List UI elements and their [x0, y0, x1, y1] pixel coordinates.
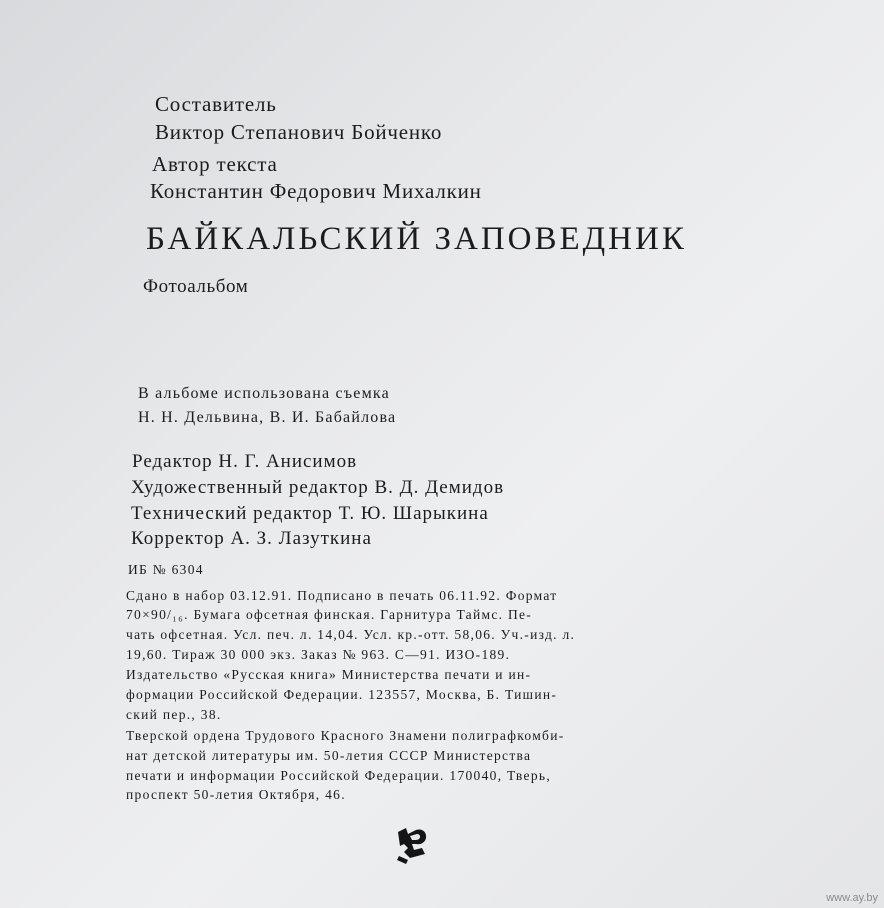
imprint-line: печати и информации Российской Федерации. 170040, Тверь,: [126, 768, 551, 783]
publisher-emblem-icon: [392, 822, 432, 866]
imprint-line: чать офсетная. Усл. печ. л. 14,04. Усл. кр.-отт. 58,06. Уч.-изд. л.: [126, 627, 576, 642]
watermark-text: www.ay.by: [826, 892, 878, 904]
book-title: БАЙКАЛЬСКИЙ ЗАПОВЕДНИК: [146, 221, 687, 257]
imprint-line: 70×90/₁₆. Бумага офсетная финская. Гарнитура Таймс. Пе-: [126, 607, 533, 622]
book-subtitle: Фотоальбом: [143, 276, 249, 297]
art-editor-credit: Художественный редактор В. Д. Демидов: [131, 477, 505, 498]
imprint-line: ский пер., 38.: [126, 707, 222, 722]
photography-credit-line-2: Н. Н. Дельвина, В. И. Бабайлова: [138, 409, 397, 426]
imprint-line: Издательство «Русская книга» Министерства печати и ин-: [126, 667, 532, 682]
compiler-label: Составитель: [155, 92, 277, 116]
imprint-line: 19,60. Тираж 30 000 экз. Заказ № 963. С—91. ИЗО-189.: [126, 647, 511, 662]
imprint-line: Тверской ордена Трудового Красного Знамени полиграфкомби-: [126, 728, 565, 743]
author-name: Константин Федорович Михалкин: [150, 179, 482, 203]
technical-editor-credit: Технический редактор Т. Ю. Шарыкина: [131, 503, 489, 524]
photography-credit-line-1: В альбоме использована съемка: [138, 385, 390, 402]
imprint-line: Сдано в набор 03.12.91. Подписано в печать 06.11.92. Формат: [126, 588, 558, 603]
editor-credit: Редактор Н. Г. Анисимов: [132, 451, 358, 472]
ib-number: ИБ № 6304: [128, 562, 204, 577]
imprint-line: проспект 50-летия Октября, 46.: [126, 787, 346, 802]
author-label: Автор текста: [152, 152, 278, 176]
imprint-line: нат детской литературы им. 50-летия СССР Министерства: [126, 748, 532, 763]
compiler-name: Виктор Степанович Бойченко: [155, 120, 443, 144]
proofreader-credit: Корректор А. З. Лазуткина: [131, 528, 372, 549]
imprint-line: формации Российской Федерации. 123557, Москва, Б. Тишин-: [126, 687, 558, 702]
